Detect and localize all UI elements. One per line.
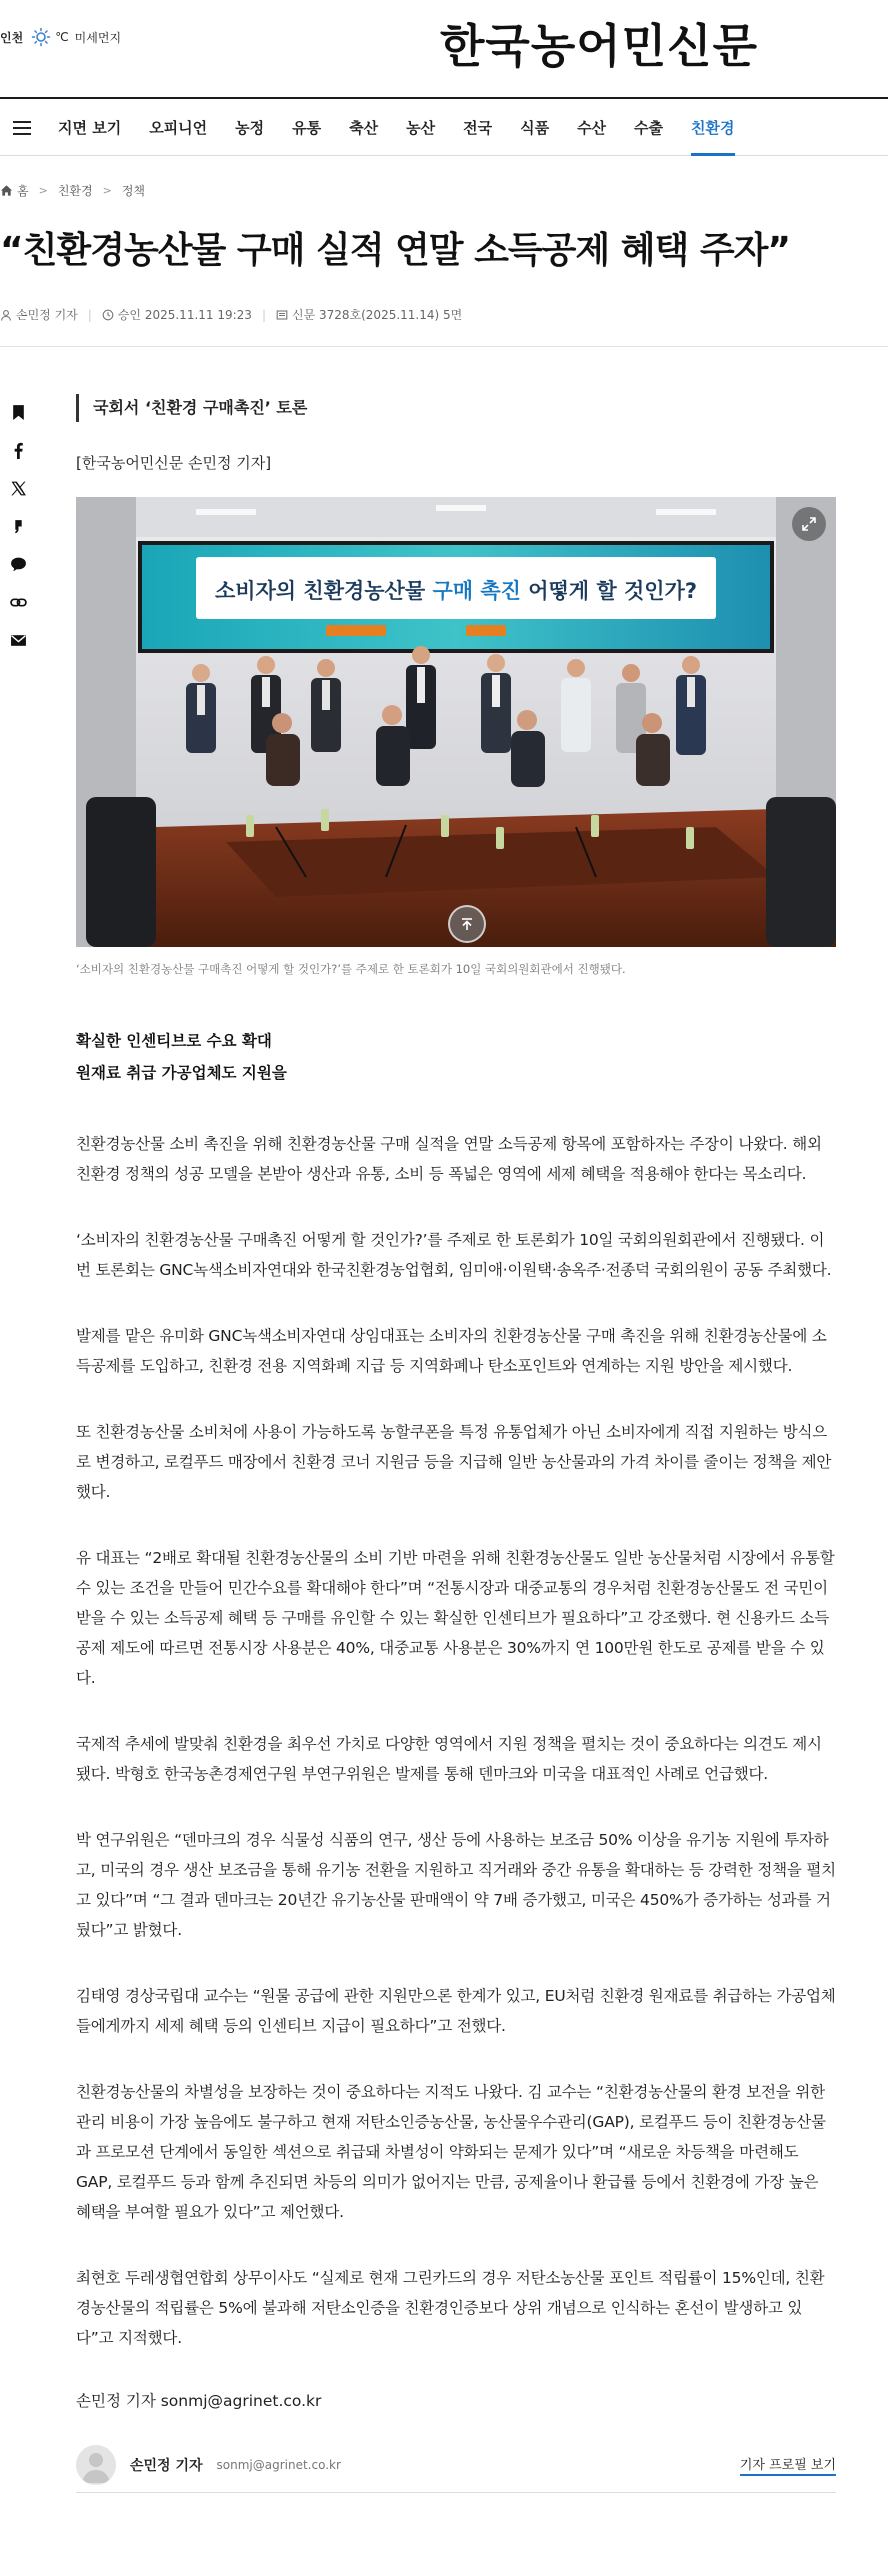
article-paragraph: 최현호 두레생협연합회 상무이사도 “실제로 현재 그린카드의 경우 저탄소농산물 포인트 적립률이 15%인데, 친환경농산물의 적립률은 5%에 불과해 저탄소인증을 친환경인증보다 상위 개념으로 인식하는 혼선이 발생하고 있다”고 지적했다. [76,2269,825,2347]
weather-widget[interactable] [0,27,121,47]
nav-item[interactable]: 오피니언 [149,118,208,137]
email-icon[interactable] [6,628,30,652]
article-paragraph: 박 연구위원은 “덴마크의 경우 식물성 식품의 연구, 생산 등에 사용하는 보조금 50% 이상을 유기농 지원에 투자하고, 미국의 경우 생산 보조금을 통해 유기농 전환을 지원하고 직거래와 중간 유통을 확대하는 등 강력한 정책을 펼치고 있다”며 “그 결과 덴마크는 20년간 유기농산물 판매액이 약 7배 증가했고, 미국은 450%가 증가하는 성과를 거뒀다”고 밝혔다. [76,1831,836,1939]
bookmark-icon[interactable] [6,400,30,424]
meta-approved [102,306,252,323]
banner-title-b: 어떻게 할 것인가? [520,579,698,603]
share-sidebar [6,400,30,652]
chevron-right-icon: > [38,184,48,197]
nav-item[interactable]: 식품 [520,118,550,137]
main-nav [0,100,888,156]
article-signoff: 손민정 기자 sonmj@agrinet.co.kr [76,2392,322,2410]
article-paragraph: 발제를 맡은 유미화 GNC녹색소비자연대 상임대표는 소비자의 친환경농산물 구매 촉진을 위해 친환경농산물에 소득공제를 도입하고, 친환경 전용 지역화폐 지급 등 지역화폐나 탄소포인트와 연계하는 지원 방안을 제시했다. [76,1327,827,1375]
article-meta [0,306,462,323]
hamburger-icon[interactable] [0,100,44,156]
nav-item[interactable]: 수산 [577,118,607,137]
lede-line: 확실한 인센티브로 수요 확대 [76,1032,272,1050]
nav-item[interactable]: 전국 [463,118,493,137]
forum-photo [76,497,836,947]
sun-icon [31,27,51,47]
nav-item[interactable]: 축산 [349,118,379,137]
breadcrumb-category[interactable]: 정책 [121,184,145,198]
banner-title-highlight: 구매 촉진 [432,579,521,603]
article-paragraph: 친환경농산물 소비 촉진을 위해 친환경농산물 구매 실적을 연말 소득공제 항목에 포함하자는 주장이 나왔다. 해외 친환경 정책의 성공 모델을 본받아 생산과 유통, 소비 등 폭넓은 영역에 세제 혜택을 적용해야 한다는 목소리다. [76,1135,822,1183]
link-icon[interactable] [6,590,30,614]
article-paragraph: 김태영 경상국립대 교수는 “원물 공급에 관한 지원만으론 한계가 있고, EU처럼 친환경 원재료를 취급하는 가공업체들에게까지 세제 혜택 등의 인센티브 지급이 필요하다”고 전했다. [76,1987,836,2035]
article-body [76,386,836,2493]
meta-author[interactable] [0,306,78,323]
nav-item[interactable]: 유통 [292,118,322,137]
author-profile-link[interactable]: 기자 프로필 보기 [740,2454,836,2476]
article-paragraph: 친환경농산물의 차별성을 보장하는 것이 중요하다는 지적도 나왔다. 김 교수는 “친환경농산물의 환경 보전을 위한 관리 비용이 가장 높음에도 불구하고 현재 저탄소인증농산물, 농산물우수관리(GAP), 로컬푸드 등이 친환경농산물과 프로모션 단계에서 동일한 섹션으로 취급돼 차별성이 약화되는 문제가 있다”며 “새로운 차등책을 마련해도 GAP, 로컬푸드 등과 함께 추진되면 차등의 의미가 없어지는 만큼, 공제율이나 환급률 등에서 친환경에 가장 높은 혜택을 부여할 필요가 있다”고 제언했다. [76,2083,826,2221]
meta-author-name: 손민정 기자 [16,308,78,322]
breadcrumb [0,182,145,199]
weather-temp: ℃ [55,30,69,44]
nav-item[interactable]: 농산 [406,118,436,137]
meta-divider: | [261,307,266,322]
meta-paper [276,306,462,323]
nav-items [44,100,749,156]
article-photo[interactable] [76,497,836,947]
nav-item[interactable]: 수출 [634,118,664,137]
x-twitter-icon[interactable] [6,476,30,500]
author-box [76,2437,836,2493]
banner-title-a: 소비자의 친환경농산물 [214,579,433,603]
meta-paper-text: 신문 3728호(2025.11.14) 5면 [291,308,463,322]
meta-divider: | [87,307,92,322]
article-paragraph: ‘소비자의 친환경농산물 구매촉진 어떻게 할 것인가?’를 주제로 한 토론회가 10일 국회의원회관에서 진행됐다. 이번 토론회는 GNC녹색소비자연대와 한국친환경농업협회, 임미애·이원택·송옥주·전종덕 국회의원이 공동 주최했다. [76,1231,832,1279]
article-paragraphs [76,1129,836,2353]
clock-icon [102,309,114,321]
facebook-icon[interactable] [6,438,30,462]
author-name[interactable]: 손민정 기자 [130,2457,203,2474]
weather-dust: 미세먼지 [74,30,122,45]
article-subheading: 국회서 ‘친환경 구매촉진’ 토론 [76,394,836,422]
kakao-story-icon[interactable] [6,514,30,538]
site-logo[interactable]: 한국농어민신문 [440,19,759,73]
nav-item[interactable]: 지면 보기 [58,118,122,137]
newspaper-icon [276,309,288,321]
chevron-right-icon: > [102,184,112,197]
breadcrumb-home[interactable]: 홈 [17,184,29,198]
article-paragraph: 국제적 추세에 발맞춰 친환경을 최우선 가치로 다양한 영역에서 지원 정책을 펼치는 것이 중요하다는 의견도 제시됐다. 박형호 한국농촌경제연구원 부연구위원은 발제를 통해 덴마크와 미국을 대표적인 사례로 언급했다. [76,1735,822,1783]
article-lede [76,1025,836,1089]
avatar[interactable] [76,2445,116,2485]
nav-item[interactable]: 농정 [235,118,265,137]
breadcrumb-section[interactable]: 친환경 [57,184,93,198]
kakaotalk-icon[interactable] [6,552,30,576]
scroll-top-icon[interactable] [448,905,486,943]
svg-text:소비자의 친환경농산물 구매 촉진 어떻게 할 것인가? [215,579,697,603]
weather-city: 인천 [0,30,24,45]
article-paragraph: 또 친환경농산물 소비처에 사용이 가능하도록 농할쿠폰을 특정 유통업체가 아닌 소비자에게 직접 지원하는 방식으로 변경하고, 로컬푸드 매장에서 친환경 코너 지원금 등을 지급해 일반 농산물과의 가격 차이를 줄이는 정책을 제안했다. [76,1423,832,1501]
home-icon[interactable] [0,184,13,197]
expand-icon[interactable] [792,507,826,541]
user-icon [0,309,12,321]
lede-line: 원재료 취급 가공업체도 지원을 [76,1064,287,1082]
article-title: “친환경농산물 구매 실적 연말 소득공제 혜택 주자” [0,230,791,271]
photo-caption: ‘소비자의 친환경농산물 구매촉진 어떻게 할 것인가?’를 주제로 한 토론회가 10일 국회의원회관에서 진행됐다. [76,962,626,976]
article-paragraph: 유 대표는 “2배로 확대될 친환경농산물의 소비 기반 마련을 위해 친환경농산물도 일반 농산물처럼 시장에서 유통할 수 있는 조건을 만들어 민간수요를 확대해야 한다”며 “전통시장과 대중교통의 경우처럼 친환경농산물도 전 국민이 받을 수 있는 소득공제 혜택 등 구매를 유인할 수 있는 확실한 인센티브가 필요하다”고 강조했다. 현 신용카드 소득공제 제도에 따르면 전통시장 사용분은 40%, 대중교통 사용분은 30%까지 연 100만원 한도로 공제를 받을 수 있다. [76,1549,835,1687]
author-email[interactable]: sonmj@agrinet.co.kr [216,2457,341,2472]
nav-item[interactable]: 친환경 [677,100,748,156]
article-byline: [한국농어민신문 손민정 기자] [76,454,272,472]
meta-approved-text: 승인 2025.11.11 19:23 [117,308,252,322]
meta-divider-line [0,346,888,347]
top-bar [0,0,888,80]
